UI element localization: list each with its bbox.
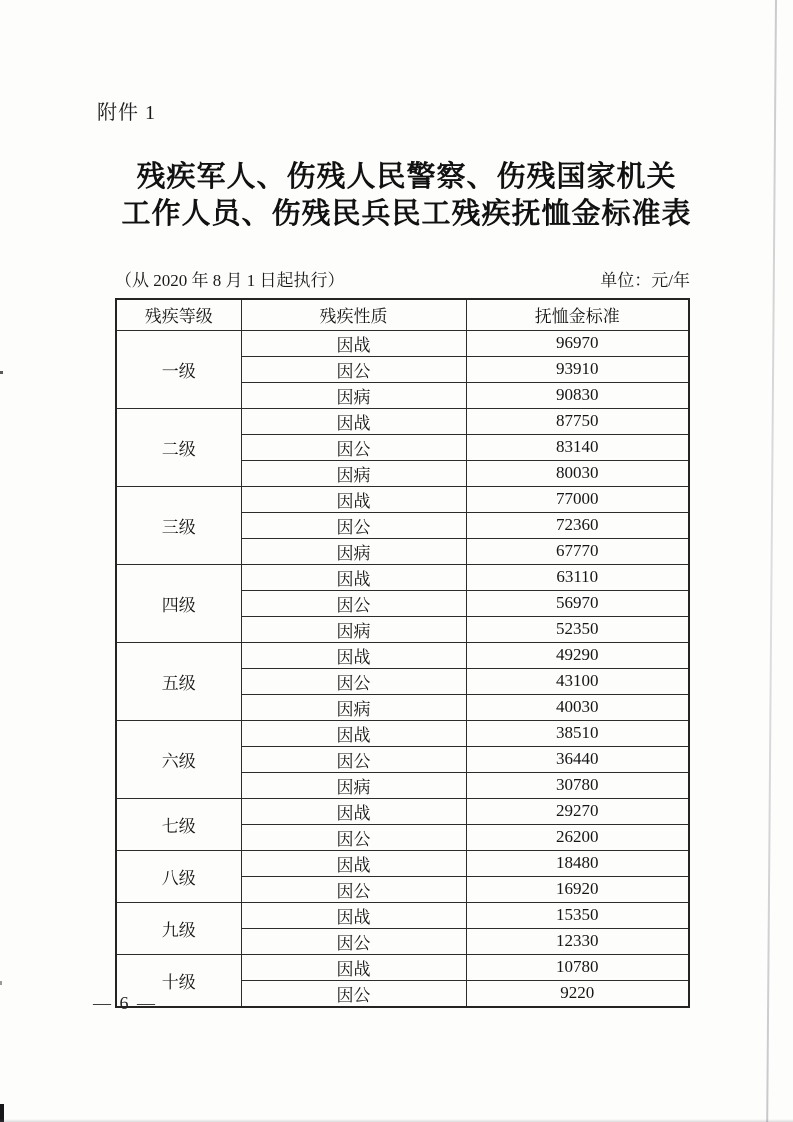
disability-nature-cell: 因病 bbox=[241, 694, 466, 720]
table-row bbox=[116, 564, 689, 590]
pension-standards-table bbox=[115, 298, 690, 1008]
pension-amount-cell: 30780 bbox=[466, 772, 689, 798]
pension-amount-cell: 18480 bbox=[466, 850, 689, 876]
pension-amount-cell: 83140 bbox=[466, 434, 689, 460]
disability-nature-cell: 因公 bbox=[241, 980, 466, 1007]
disability-nature-cell: 因病 bbox=[241, 382, 466, 408]
disability-level-cell: 九级 bbox=[116, 902, 241, 954]
disability-nature-cell: 因战 bbox=[241, 564, 466, 590]
table-row bbox=[116, 330, 689, 356]
disability-nature-cell: 因战 bbox=[241, 798, 466, 824]
disability-nature-cell: 因战 bbox=[241, 642, 466, 668]
disability-nature-cell: 因战 bbox=[241, 850, 466, 876]
disability-nature-cell: 因公 bbox=[241, 668, 466, 694]
disability-level-cell: 八级 bbox=[116, 850, 241, 902]
disability-nature-cell: 因病 bbox=[241, 772, 466, 798]
disability-nature-cell: 因病 bbox=[241, 460, 466, 486]
column-header-pension-standard: 抚恤金标准 bbox=[466, 299, 689, 330]
disability-level-cell: 四级 bbox=[116, 564, 241, 642]
table-meta-row bbox=[115, 266, 690, 291]
disability-nature-cell: 因病 bbox=[241, 538, 466, 564]
table-row bbox=[116, 798, 689, 824]
pension-amount-cell: 63110 bbox=[466, 564, 689, 590]
disability-level-cell: 六级 bbox=[116, 720, 241, 798]
scan-artifact-left-mark-upper bbox=[0, 371, 3, 374]
pension-amount-cell: 10780 bbox=[466, 954, 689, 980]
disability-nature-cell: 因公 bbox=[241, 356, 466, 382]
disability-nature-cell: 因战 bbox=[241, 720, 466, 746]
table-row bbox=[116, 902, 689, 928]
disability-nature-cell: 因战 bbox=[241, 954, 466, 980]
disability-nature-cell: 因战 bbox=[241, 408, 466, 434]
disability-nature-cell: 因公 bbox=[241, 824, 466, 850]
pension-amount-cell: 77000 bbox=[466, 486, 689, 512]
pension-amount-cell: 40030 bbox=[466, 694, 689, 720]
table-row bbox=[116, 642, 689, 668]
table-row bbox=[116, 408, 689, 434]
pension-amount-cell: 87750 bbox=[466, 408, 689, 434]
disability-nature-cell: 因公 bbox=[241, 928, 466, 954]
disability-level-cell: 三级 bbox=[116, 486, 241, 564]
disability-nature-cell: 因战 bbox=[241, 486, 466, 512]
disability-nature-cell: 因战 bbox=[241, 902, 466, 928]
scan-artifact-left-mark-lower bbox=[0, 981, 2, 985]
pension-amount-cell: 29270 bbox=[466, 798, 689, 824]
disability-nature-cell: 因公 bbox=[241, 590, 466, 616]
disability-nature-cell: 因公 bbox=[241, 512, 466, 538]
disability-nature-cell: 因公 bbox=[241, 434, 466, 460]
pension-amount-cell: 16920 bbox=[466, 876, 689, 902]
pension-amount-cell: 90830 bbox=[466, 382, 689, 408]
pension-amount-cell: 56970 bbox=[466, 590, 689, 616]
pension-amount-cell: 52350 bbox=[466, 616, 689, 642]
pension-amount-cell: 38510 bbox=[466, 720, 689, 746]
pension-amount-cell: 12330 bbox=[466, 928, 689, 954]
pension-amount-cell: 80030 bbox=[466, 460, 689, 486]
table-row bbox=[116, 720, 689, 746]
disability-level-cell: 五级 bbox=[116, 642, 241, 720]
disability-level-cell: 七级 bbox=[116, 798, 241, 850]
disability-level-cell: 一级 bbox=[116, 330, 241, 408]
pension-amount-cell: 72360 bbox=[466, 512, 689, 538]
pension-amount-cell: 49290 bbox=[466, 642, 689, 668]
disability-level-cell: 十级 bbox=[116, 954, 241, 1007]
disability-nature-cell: 因公 bbox=[241, 876, 466, 902]
pension-amount-cell: 67770 bbox=[466, 538, 689, 564]
document-title-line-2: 工作人员、伤残民兵民工残疾抚恤金标准表 bbox=[121, 198, 692, 230]
effective-date-note: （从 2020 年 8 月 1 日起执行） bbox=[115, 271, 345, 290]
table-row bbox=[116, 850, 689, 876]
document-title bbox=[10, 159, 793, 233]
unit-label: 单位：元/年 bbox=[600, 271, 690, 290]
pension-amount-cell: 9220 bbox=[466, 980, 689, 1007]
disability-nature-cell: 因病 bbox=[241, 616, 466, 642]
document-title-line-1: 残疾军人、伤残人民警察、伤残国家机关 bbox=[136, 161, 677, 193]
table-header-row bbox=[116, 299, 689, 330]
attachment-label: 附件 1 bbox=[97, 102, 156, 124]
pension-amount-cell: 36440 bbox=[466, 746, 689, 772]
pension-amount-cell: 15350 bbox=[466, 902, 689, 928]
disability-level-cell: 二级 bbox=[116, 408, 241, 486]
pension-amount-cell: 96970 bbox=[466, 330, 689, 356]
disability-nature-cell: 因战 bbox=[241, 330, 466, 356]
column-header-disability-nature: 残疾性质 bbox=[241, 299, 466, 330]
column-header-disability-level: 残疾等级 bbox=[116, 299, 241, 330]
pension-amount-cell: 26200 bbox=[466, 824, 689, 850]
table-row bbox=[116, 954, 689, 980]
page-number: — 6 — bbox=[93, 993, 157, 1013]
pension-amount-cell: 93910 bbox=[466, 356, 689, 382]
pension-amount-cell: 43100 bbox=[466, 668, 689, 694]
disability-nature-cell: 因公 bbox=[241, 746, 466, 772]
table-row bbox=[116, 486, 689, 512]
